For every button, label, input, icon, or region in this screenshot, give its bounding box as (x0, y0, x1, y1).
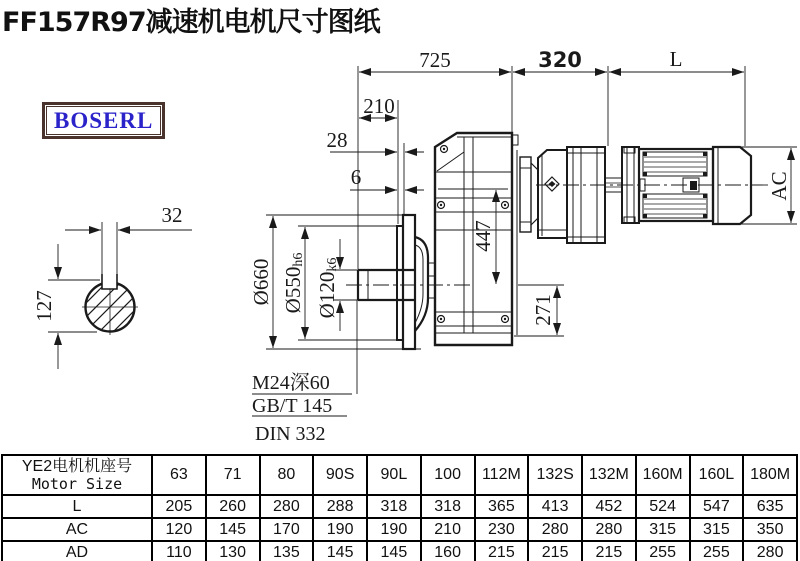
col-header: 63 (152, 455, 206, 495)
dim-271-label: 271 (531, 294, 555, 326)
cell: 215 (582, 541, 636, 561)
cell: 260 (206, 495, 260, 518)
cell: 280 (260, 495, 314, 518)
col-header: 112M (475, 455, 529, 495)
col-header: 160L (690, 455, 744, 495)
col-header: 132S (528, 455, 582, 495)
note-din332: DIN 332 (255, 423, 326, 445)
cell: 160 (421, 541, 475, 561)
cell: 255 (636, 541, 690, 561)
dim-6-label: 6 (350, 165, 362, 189)
col-header: 90S (313, 455, 367, 495)
dim-725-label: 725 (419, 48, 451, 72)
cell: 524 (636, 495, 690, 518)
cell: 318 (421, 495, 475, 518)
shaft-section-view (48, 222, 192, 369)
dim-320-label: 320 (538, 48, 582, 72)
page-title: FF157R97减速机电机尺寸图纸 (2, 7, 380, 38)
output-flange (403, 215, 415, 349)
cell: 215 (528, 541, 582, 561)
motor-size-table (1, 454, 798, 561)
cell: 130 (206, 541, 260, 561)
cell: 280 (582, 518, 636, 541)
row-label: AD (2, 541, 152, 561)
col-header: 100 (421, 455, 475, 495)
cell: 190 (367, 518, 421, 541)
table-row-AC (2, 518, 797, 541)
header-en: Motor Size (31, 475, 123, 493)
cell: 350 (743, 518, 797, 541)
cell: 255 (690, 541, 744, 561)
cell: 190 (313, 518, 367, 541)
dimension-lines (252, 66, 797, 416)
cell: 315 (690, 518, 744, 541)
cell: 110 (152, 541, 206, 561)
col-header: 180M (743, 455, 797, 495)
note-thread: M24深60 (252, 372, 330, 394)
dim-AC-label: AC (767, 171, 791, 201)
dim-28-label: 28 (326, 128, 348, 152)
dim-127-label: 127 (32, 290, 56, 322)
cell: 288 (313, 495, 367, 518)
table-row-L (2, 495, 797, 518)
gearbox-motor-view (346, 133, 772, 349)
row-label: AC (2, 518, 152, 541)
cell: 280 (743, 541, 797, 561)
col-header: 80 (260, 455, 314, 495)
cell: 547 (690, 495, 744, 518)
dim-L-label: L (669, 47, 683, 71)
cell: 120 (152, 518, 206, 541)
row-label: L (2, 495, 152, 518)
dim-210-label: 210 (363, 94, 395, 118)
dim-550-label: Ø550h6 (281, 252, 306, 314)
cell: 413 (528, 495, 582, 518)
cell: 635 (743, 495, 797, 518)
cell: 315 (636, 518, 690, 541)
dim-32-label: 32 (161, 203, 183, 227)
table-header-motor-size (2, 455, 152, 495)
cell: 145 (367, 541, 421, 561)
col-header: 132M (582, 455, 636, 495)
cell: 215 (475, 541, 529, 561)
col-header: 71 (206, 455, 260, 495)
cell: 280 (528, 518, 582, 541)
cell: 230 (475, 518, 529, 541)
col-header: 160M (636, 455, 690, 495)
dim-120-label: Ø120k6 (315, 257, 340, 319)
dim-447-label: 447 (471, 220, 495, 252)
cell: 145 (206, 518, 260, 541)
cell: 365 (475, 495, 529, 518)
cell: 170 (260, 518, 314, 541)
cell: 452 (582, 495, 636, 518)
keyway-slot (102, 274, 118, 289)
fan-cover (713, 147, 751, 224)
note-gbt145: GB/T 145 (252, 395, 333, 417)
table-header-row (2, 455, 797, 495)
boserl-logo-text: BOSERL (54, 108, 154, 133)
col-header: 90L (367, 455, 421, 495)
cell: 145 (313, 541, 367, 561)
table-row-AD (2, 541, 797, 561)
cell: 318 (367, 495, 421, 518)
header-cn: YE2电机机座号 (21, 458, 133, 475)
cell: 135 (260, 541, 314, 561)
cell: 205 (152, 495, 206, 518)
cell: 210 (421, 518, 475, 541)
dim-660-label: Ø660 (249, 258, 273, 306)
